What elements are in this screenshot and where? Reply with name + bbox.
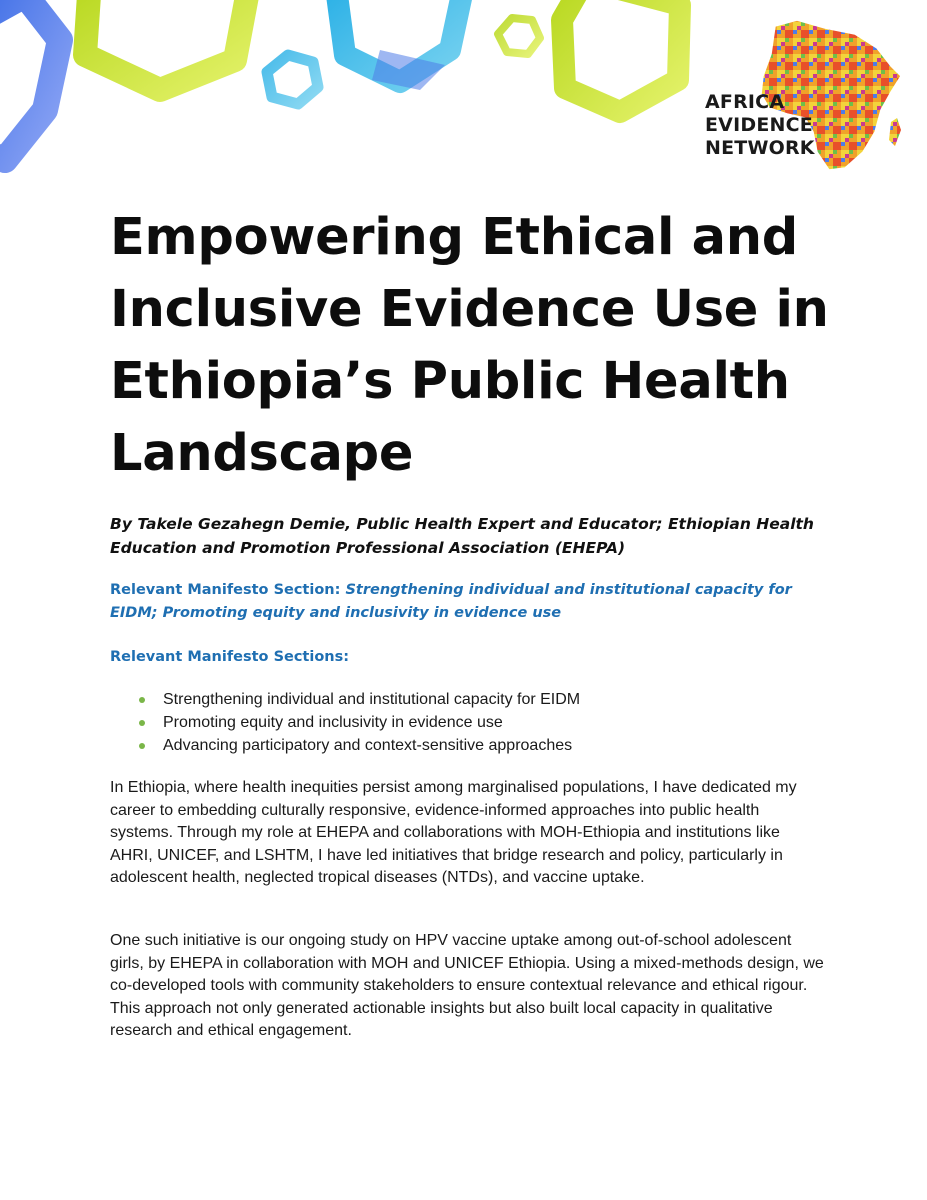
body-paragraph: In Ethiopia, where health inequities persist among marginalised populations, I have dedicated my career to embedding culturally responsive, evidence-informed approaches into public health systems. Through my role at EHEPA and collaborations with MOH-Ethiopia and institutions like AHRI, UNICEF, and LSHTM, I have led initiatives that bridge research and policy, particularly in adolescent health, neglected tropical diseases (NTDs), and vaccine uptake. [110,779,797,886]
hexagon-shape [498,18,540,54]
manifesto-value: Strengthening individual and institutional capacity for EIDM; Promoting equity and inclusivity in evidence use [110,582,792,621]
list-item [110,734,830,757]
list-item-text: Advancing participatory and context-sensitive approaches [163,737,573,754]
list-item-text: Strengthening individual and institutional capacity for EIDM [163,691,581,708]
author-byline: By Takele Gezahegn Demie, Public Health Expert and Educator; Ethiopian Health Education and Promotion Professional Association (EHEPA) [110,515,814,557]
list-item-text: Promoting equity and inclusivity in evidence use [163,714,503,731]
manifesto-label: Relevant Manifesto Section: [110,582,346,598]
hexagon-shape [267,55,318,104]
sections-heading: Relevant Manifesto Sections: [110,649,350,665]
hexagon-shape [0,0,60,160]
manifesto-sections-list [110,688,830,757]
manifesto-section-line [110,579,830,625]
bullet-dot-icon [139,743,145,749]
bullet-dot-icon [139,720,145,726]
org-logo-text [705,91,815,160]
list-item [110,688,830,711]
body-paragraph: One such initiative is our ongoing study on HPV vaccine uptake among out-of-school adolescent girls, by EHEPA in collaboration with MOH and UNICEF Ethiopia. Using a mixed-methods design, we co-developed tools with community stakeholders to ensure contextual relevance and ethical rigour. This approach not only generated actionable insights but also built local capacity in qualitative research and ethical engagement. [110,932,824,1039]
hexagon-shape [562,0,680,112]
list-item [110,711,830,734]
bullet-dot-icon [139,697,145,703]
logo-line: EVIDENCE [705,114,813,136]
logo-line: AFRICA [705,91,785,113]
document-title: Empowering Ethical and Inclusive Evidence Use in Ethiopia’s Public Health Landscape [110,208,829,483]
logo-line: NETWORK [705,137,815,159]
hexagon-shape [85,0,250,90]
